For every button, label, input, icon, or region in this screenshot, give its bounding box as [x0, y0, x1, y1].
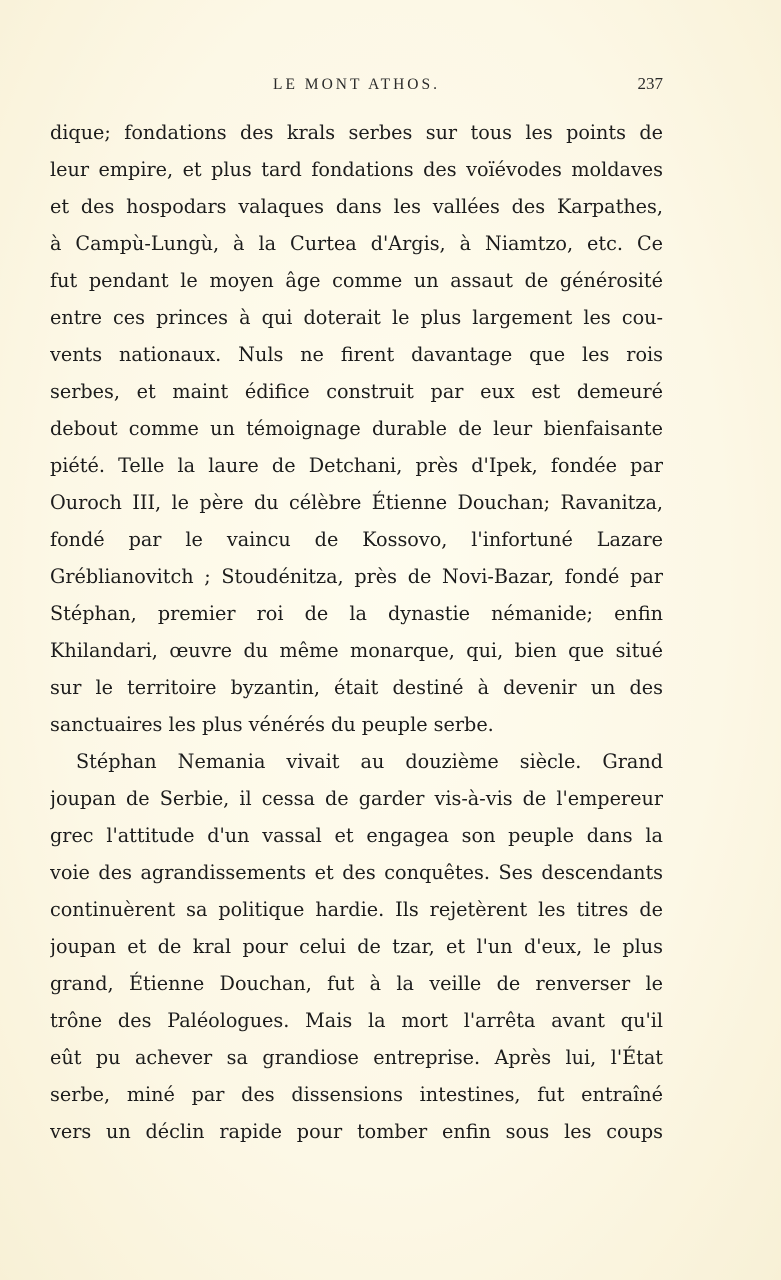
- text-line: Gréblianovitch ; Stoudénitza, près de Novi-Bazar, fondé par: [50, 565, 663, 588]
- text-line: serbe, miné par des dissensions intestines, fut entraîné: [50, 1083, 663, 1106]
- text-line: joupan et de kral pour celui de tzar, et l'un d'eux, le plus: [50, 935, 663, 958]
- text-line: grec l'attitude d'un vassal et engagea son peuple dans la: [50, 824, 663, 847]
- text-line: Ouroch III, le père du célèbre Étienne Douchan; Ravanitza,: [50, 491, 663, 514]
- text-line: grand, Étienne Douchan, fut à la veille de renverser le: [50, 972, 663, 995]
- text-line: Khilandari, œuvre du même monarque, qui, bien que situé: [50, 639, 663, 662]
- text-line: sanctuaires les plus vénérés du peuple serbe.: [50, 713, 494, 736]
- text-line: vents nationaux. Nuls ne firent davantage que les rois: [50, 343, 663, 366]
- text-line: piété. Telle la laure de Detchani, près d'Ipek, fondée par: [50, 454, 663, 477]
- text-line: eût pu achever sa grandiose entreprise. Après lui, l'État: [50, 1046, 663, 1069]
- text-line: dique; fondations des krals serbes sur tous les points de: [50, 121, 663, 144]
- running-head: [50, 74, 663, 98]
- text-line: debout comme un témoignage durable de leur bienfaisante: [50, 417, 663, 440]
- text-line: leur empire, et plus tard fondations des voïévodes moldaves: [50, 158, 663, 181]
- text-line: à Campù-Lungù, à la Curtea d'Argis, à Niamtzo, etc. Ce: [50, 232, 663, 255]
- text-line: serbes, et maint édifice construit par eux est demeuré: [50, 380, 663, 403]
- text-line: et des hospodars valaques dans les vallées des Karpathes,: [50, 195, 663, 218]
- text-line: trône des Paléologues. Mais la mort l'arrêta avant qu'il: [50, 1009, 663, 1032]
- page-number: 237: [637, 74, 663, 93]
- text-line: fondé par le vaincu de Kossovo, l'infortuné Lazare: [50, 528, 663, 551]
- text-line: voie des agrandissements et des conquêtes. Ses descendants: [50, 861, 663, 884]
- running-title: LE MONT ATHOS.: [272, 76, 440, 93]
- body-text: [50, 114, 663, 1150]
- text-line: joupan de Serbie, il cessa de garder vis-à-vis de l'empereur: [50, 787, 663, 810]
- text-line: continuèrent sa politique hardie. Ils rejetèrent les titres de: [50, 898, 663, 921]
- text-line: sur le territoire byzantin, était destiné à devenir un des: [50, 676, 663, 699]
- text-line: entre ces princes à qui doterait le plus largement les cou-: [50, 306, 663, 329]
- text-line: Stéphan, premier roi de la dynastie némanide; enfin: [50, 602, 663, 625]
- text-line: fut pendant le moyen âge comme un assaut de générosité: [50, 269, 663, 292]
- text-line: vers un déclin rapide pour tomber enfin sous les coups: [50, 1120, 663, 1143]
- text-line: Stéphan Nemania vivait au douzième siècle. Grand: [76, 750, 663, 773]
